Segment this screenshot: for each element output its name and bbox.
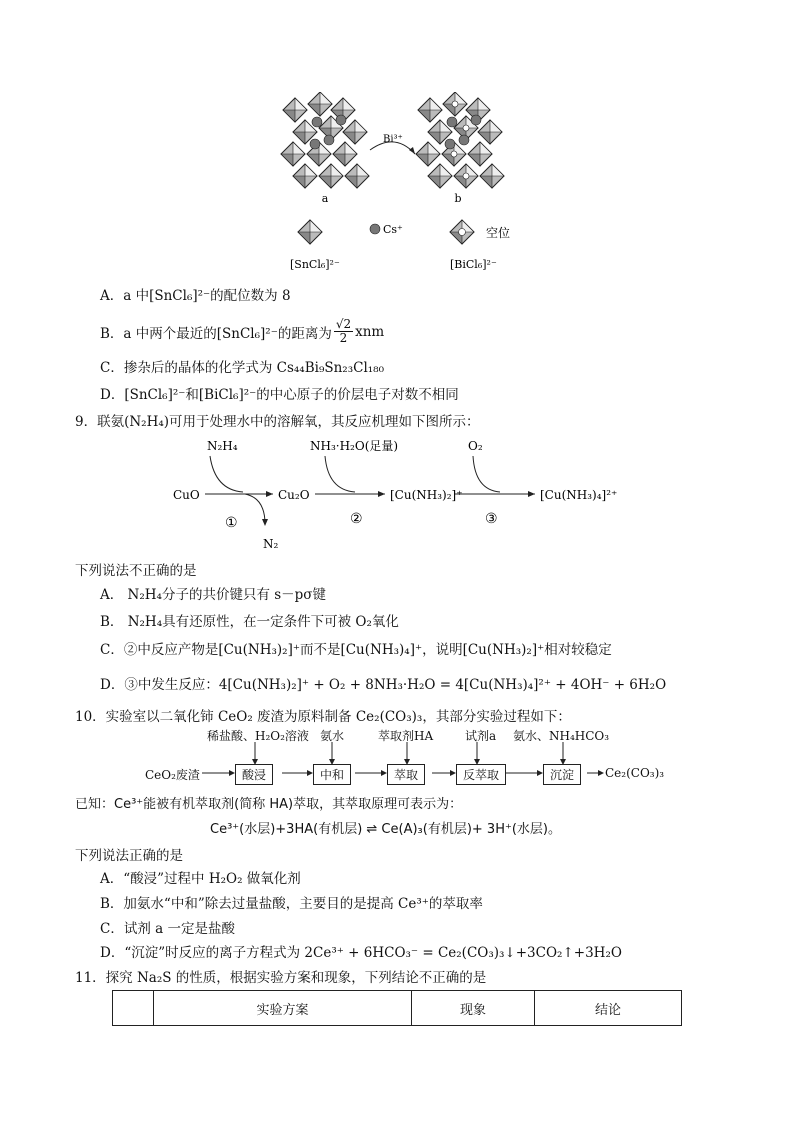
flow-start: CeO₂废渣 <box>145 768 200 782</box>
flow-reagent-2: 氨水 <box>320 729 345 743</box>
vacancy-legend-icon <box>459 229 466 236</box>
scheme-step3: ③ <box>485 511 498 527</box>
table-header-row <box>113 991 682 1026</box>
q8-option-b-tail: xnm <box>355 323 385 340</box>
arrowhead-n2 <box>262 519 268 526</box>
cs-ion <box>447 117 457 127</box>
cs-ion <box>459 135 469 145</box>
q9-prompt: 下列说法不正确的是 <box>75 563 197 579</box>
legend-sncl6: [SnCl₆]²⁻ <box>290 258 340 271</box>
q9-option-d: D．③中发生反应：4[Cu(NH₃)₂]⁺ + O₂ + 8NH₃·H₂O = 4[Cu(NH₃)₄]²⁺ + 4OH⁻ + 6H₂O <box>100 677 667 693</box>
label-a: a <box>321 192 329 205</box>
legend-vacancy: 空位 <box>486 226 511 240</box>
q10-option-d: D．“沉淀”时反应的离子方程式为 2Ce³⁺ + 6HCO₃⁻ = Ce₂(CO₃)₃↓+3CO₂↑+3H₂O <box>100 945 622 961</box>
q10-equation: Ce³⁺(水层)+3HA(有机层) ⇌ Ce(A)₃(有机层)+ 3H⁺(水层)。 <box>210 822 561 837</box>
q10-known: 已知：Ce³⁺能被有机萃取剂(简称 HA)萃取，其萃取原理可表示为： <box>75 797 463 812</box>
scheme-n2: N₂ <box>263 537 279 551</box>
q11-table <box>112 990 682 1026</box>
flow-step-back-extract: 反萃取 <box>456 764 506 785</box>
legend-bicl6: [BiCl₆]²⁻ <box>450 258 497 271</box>
arrowhead-2 <box>378 491 385 497</box>
octahedron <box>428 164 452 188</box>
q8-option-d: D．[SnCl₆]²⁻和[BiCl₆]²⁻的中心原子的价层电子对数不相同 <box>100 387 459 403</box>
q9-option-b: B． N₂H₄具有还原性，在一定条件下可被 O₂氧化 <box>100 614 399 630</box>
scheme-cuo: CuO <box>173 488 200 502</box>
cs-legend-icon <box>370 224 380 234</box>
flow-step-acid-leach: 酸浸 <box>235 764 273 785</box>
octahedron <box>345 164 369 188</box>
flow-reagent-1: 稀盐酸、H₂O₂溶液 <box>207 729 309 743</box>
o2-curve <box>473 456 500 492</box>
octahedron <box>333 142 357 166</box>
nh3-curve <box>325 456 355 492</box>
arrowhead-1 <box>266 491 273 497</box>
label-b: b <box>454 192 462 205</box>
scheme-nh3h2o: NH₃·H₂O(足量) <box>310 439 399 453</box>
q8-option-b-fraction <box>334 318 353 345</box>
n2h4-curve <box>210 456 243 492</box>
octahedron <box>319 164 343 188</box>
cs-ion <box>312 117 322 127</box>
structure-b <box>416 92 504 188</box>
q10-option-b: B．加氨水“中和”除去过量盐酸，主要目的是提高 Ce³⁺的萃取率 <box>100 896 483 912</box>
q9-option-a: A． N₂H₄分子的共价键只有 s－pσ键 <box>100 587 327 603</box>
cs-ion <box>310 139 320 149</box>
table-header-index <box>113 991 154 1026</box>
scheme-step2: ② <box>350 511 363 527</box>
octahedron <box>480 164 504 188</box>
octahedron <box>293 164 317 188</box>
table-header-phenomenon: 现象 <box>412 991 535 1026</box>
fraction-denominator: 2 <box>339 331 348 345</box>
flow-reagent-4: 试剂a <box>465 729 497 743</box>
fraction-numerator: √2 <box>335 317 352 331</box>
cs-ion <box>336 115 346 125</box>
cs-ion <box>471 115 481 125</box>
vacancy <box>463 125 469 131</box>
process-flowchart <box>145 727 665 787</box>
scheme-step1: ① <box>225 515 238 531</box>
q10-option-c: C．试剂 a 一定是盐酸 <box>100 921 235 937</box>
octahedron <box>308 92 332 116</box>
q8-option-b-text: B．a 中两个最近的[SnCl₆]²⁻的距离为 <box>100 325 332 342</box>
sncl6-legend-icon <box>298 220 322 244</box>
structure-a <box>281 92 369 188</box>
vacancy <box>452 101 458 107</box>
q8-option-b <box>100 318 384 345</box>
flow-step-neutralize: 中和 <box>313 764 351 785</box>
arrowhead-3 <box>528 491 535 497</box>
vacancy <box>451 151 457 157</box>
scheme-cunh34: [Cu(NH₃)₄]²⁺ <box>540 488 618 502</box>
q11-stem: 11．探究 Na₂S 的性质，根据实验方案和现象，下列结论不正确的是 <box>75 970 487 986</box>
q10-prompt: 下列说法正确的是 <box>75 848 183 864</box>
flow-step-precipitate: 沉淀 <box>543 764 581 785</box>
octahedron <box>343 120 367 144</box>
q10-stem: 10．实验室以二氧化铈 CeO₂ 废渣为原料制备 Ce₂(CO₃)₃，其部分实验过程如下： <box>75 709 571 725</box>
q8-option-a: A．a 中[SnCl₆]²⁻的配位数为 8 <box>100 288 291 304</box>
flow-end: Ce₂(CO₃)₃ <box>605 766 665 780</box>
n2-curve <box>245 494 265 524</box>
octahedron <box>416 142 440 166</box>
flow-reagent-3: 萃取剂HA <box>378 729 434 743</box>
table-header-plan: 实验方案 <box>154 991 412 1026</box>
cs-ion <box>324 135 334 145</box>
flow-reagent-5: 氨水、NH₄HCO₃ <box>513 729 610 743</box>
octahedron <box>478 120 502 144</box>
vacancy <box>463 173 469 179</box>
crystal-structure-figure <box>270 92 530 277</box>
q9-option-c: C．②中反应产物是[Cu(NH₃)₂]⁺而不是[Cu(NH₃)₄]⁺，说明[Cu(NH₃)₂]⁺相对较稳定 <box>100 642 612 658</box>
q8-option-c: C．掺杂后的晶体的化学式为 Cs₄₄Bi₉Sn₂₃Cl₁₈₀ <box>100 360 385 376</box>
octahedron <box>468 142 492 166</box>
flow-step-extract: 萃取 <box>387 764 425 785</box>
scheme-cu2o: Cu₂O <box>278 488 310 502</box>
scheme-o2: O₂ <box>468 439 483 453</box>
legend-cs: Cs⁺ <box>383 223 403 236</box>
cs-ion <box>445 139 455 149</box>
scheme-cunh32: [Cu(NH₃)₂]⁺ <box>390 488 463 502</box>
octahedron <box>283 98 307 122</box>
reaction-mechanism-scheme <box>165 432 645 554</box>
octahedron <box>281 142 305 166</box>
scheme-n2h4: N₂H₄ <box>207 439 238 453</box>
q9-stem: 9．联氨(N₂H₄)可用于处理水中的溶解氧，其反应机理如下图所示： <box>75 414 480 430</box>
octahedron <box>418 98 442 122</box>
q10-option-a: A．“酸浸”过程中 H₂O₂ 做氧化剂 <box>100 871 301 887</box>
table-header-conclusion: 结论 <box>535 991 682 1026</box>
doping-arrowhead <box>409 147 415 154</box>
arrow-label: Bi³⁺ <box>383 134 403 145</box>
